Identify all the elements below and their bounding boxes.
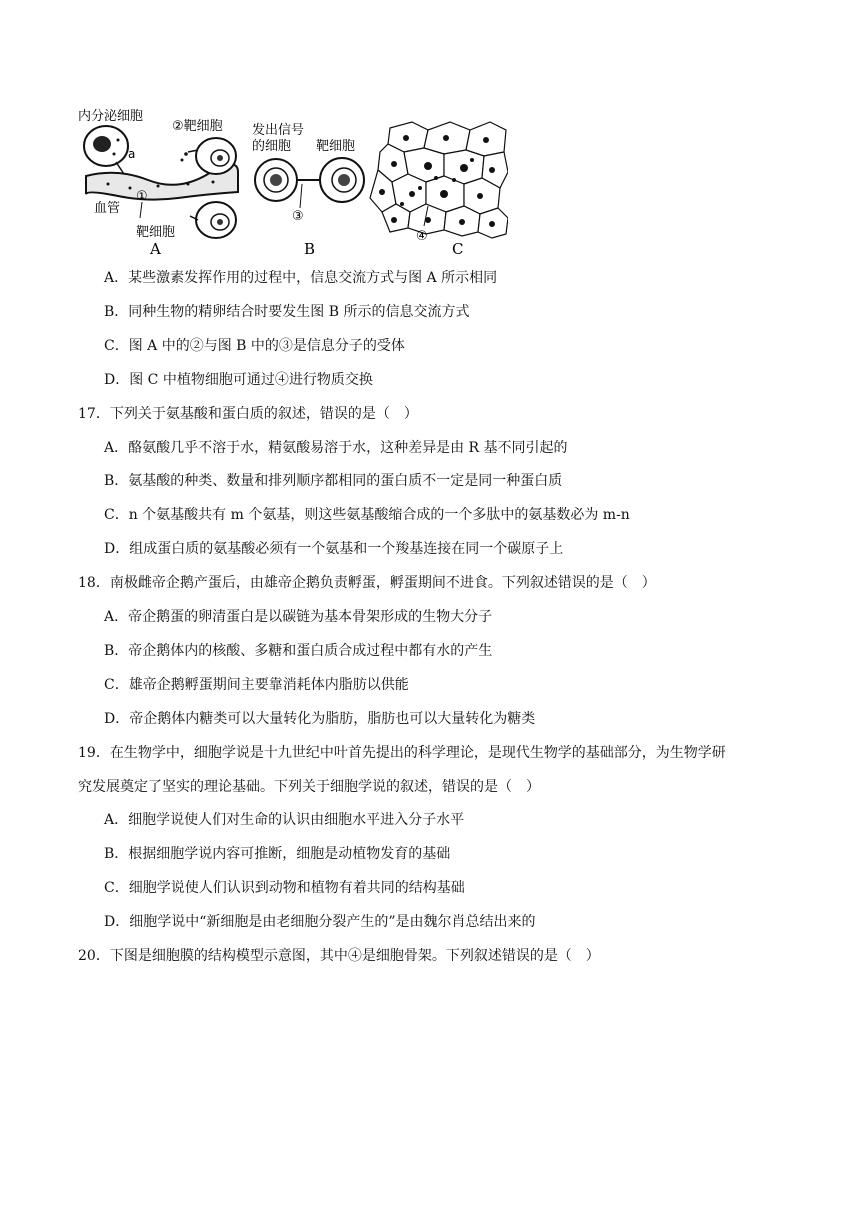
label-a: a: [128, 147, 136, 161]
label-panel-c: C: [452, 240, 464, 258]
q18-option-c: C．雄帝企鹅孵蛋期间主要靠消耗体内脂肪以供能: [104, 677, 409, 693]
label-signal-cell-line2: 的细胞: [252, 139, 292, 154]
label-blood-vessel: 血管: [94, 201, 121, 216]
q17-option-a: A．酪氨酸几乎不溶于水，精氨酸易溶于水，这种差异是由 R 基不同引起的: [104, 440, 568, 456]
q18-option-d: D．帝企鹅体内糖类可以大量转化为脂肪，脂肪也可以大量转化为糖类: [104, 711, 536, 727]
label-circle-3: ③: [292, 209, 304, 224]
label-signal-cell-line1: 发出信号: [252, 123, 305, 138]
q16-option-b: B．同种生物的精卵结合时要发生图 B 所示的信息交流方式: [104, 304, 470, 320]
label-target-cell-bottom: 靶细胞: [136, 225, 176, 240]
q18-option-a: A．帝企鹅蛋的卵清蛋白是以碳链为基本骨架形成的生物大分子: [104, 609, 493, 625]
q20-stem: 20．下图是细胞膜的结构模型示意图，其中④是细胞骨架。下列叙述错误的是（ ）: [78, 948, 600, 964]
panel-b: [252, 122, 364, 258]
q18-option-b: B．帝企鹅体内的核酸、多糖和蛋白质合成过程中都有水的产生: [104, 643, 493, 659]
label-panel-b: B: [304, 240, 316, 258]
q17-option-c: C．n 个氨基酸共有 m 个氨基，则这些氨基酸缩合成的一个多肽中的氨基数必为 m-n: [104, 507, 630, 523]
cell-communication-figure: [78, 108, 508, 260]
q19-option-c: C．细胞学说使人们认识到动物和植物有着共同的结构基础: [104, 880, 465, 896]
q19-stem-line2: 究发展奠定了坚实的理论基础。下列关于细胞学说的叙述，错误的是（ ）: [78, 779, 540, 795]
label-circle-1: ①: [136, 189, 148, 204]
q16-option-d: D．图 C 中植物细胞可通过④进行物质交换: [104, 372, 373, 388]
q16-option-a: A．某些激素发挥作用的过程中，信息交流方式与图 A 所示相同: [104, 270, 498, 286]
q19-stem-line1: 19．在生物学中，细胞学说是十九世纪中叶首先提出的科学理论，是现代生物学的基础部分，为生物学研: [78, 745, 726, 761]
label-endocrine-cell: 内分泌细胞: [78, 109, 144, 124]
q17-stem: 17．下列关于氨基酸和蛋白质的叙述，错误的是（ ）: [78, 406, 418, 422]
q19-option-b: B．根据细胞学说内容可推断，细胞是动植物发育的基础: [104, 846, 451, 862]
q16-option-c: C．图 A 中的②与图 B 中的③是信息分子的受体: [104, 338, 405, 354]
label-panel-a: A: [150, 240, 161, 258]
q18-stem: 18．南极雌帝企鹅产蛋后，由雄帝企鹅负责孵蛋，孵蛋期间不进食。下列叙述错误的是（ ）: [78, 575, 656, 591]
label-circle-4: ④: [416, 229, 428, 244]
panel-a: [78, 108, 238, 258]
q19-option-d: D．细胞学说中“新细胞是由老细胞分裂产生的”是由魏尔肖总结出来的: [104, 914, 536, 930]
q17-option-d: D．组成蛋白质的氨基酸必须有一个氨基和一个羧基连接在同一个碳原子上: [104, 541, 564, 557]
label-target-cell-2: ②靶细胞: [172, 119, 223, 134]
q19-option-a: A．细胞学说使人们对生命的认识由细胞水平进入分子水平: [104, 812, 465, 828]
q17-option-b: B．氨基酸的种类、数量和排列顺序都相同的蛋白质不一定是同一种蛋白质: [104, 473, 563, 489]
label-target-cell-b: 靶细胞: [316, 139, 356, 154]
